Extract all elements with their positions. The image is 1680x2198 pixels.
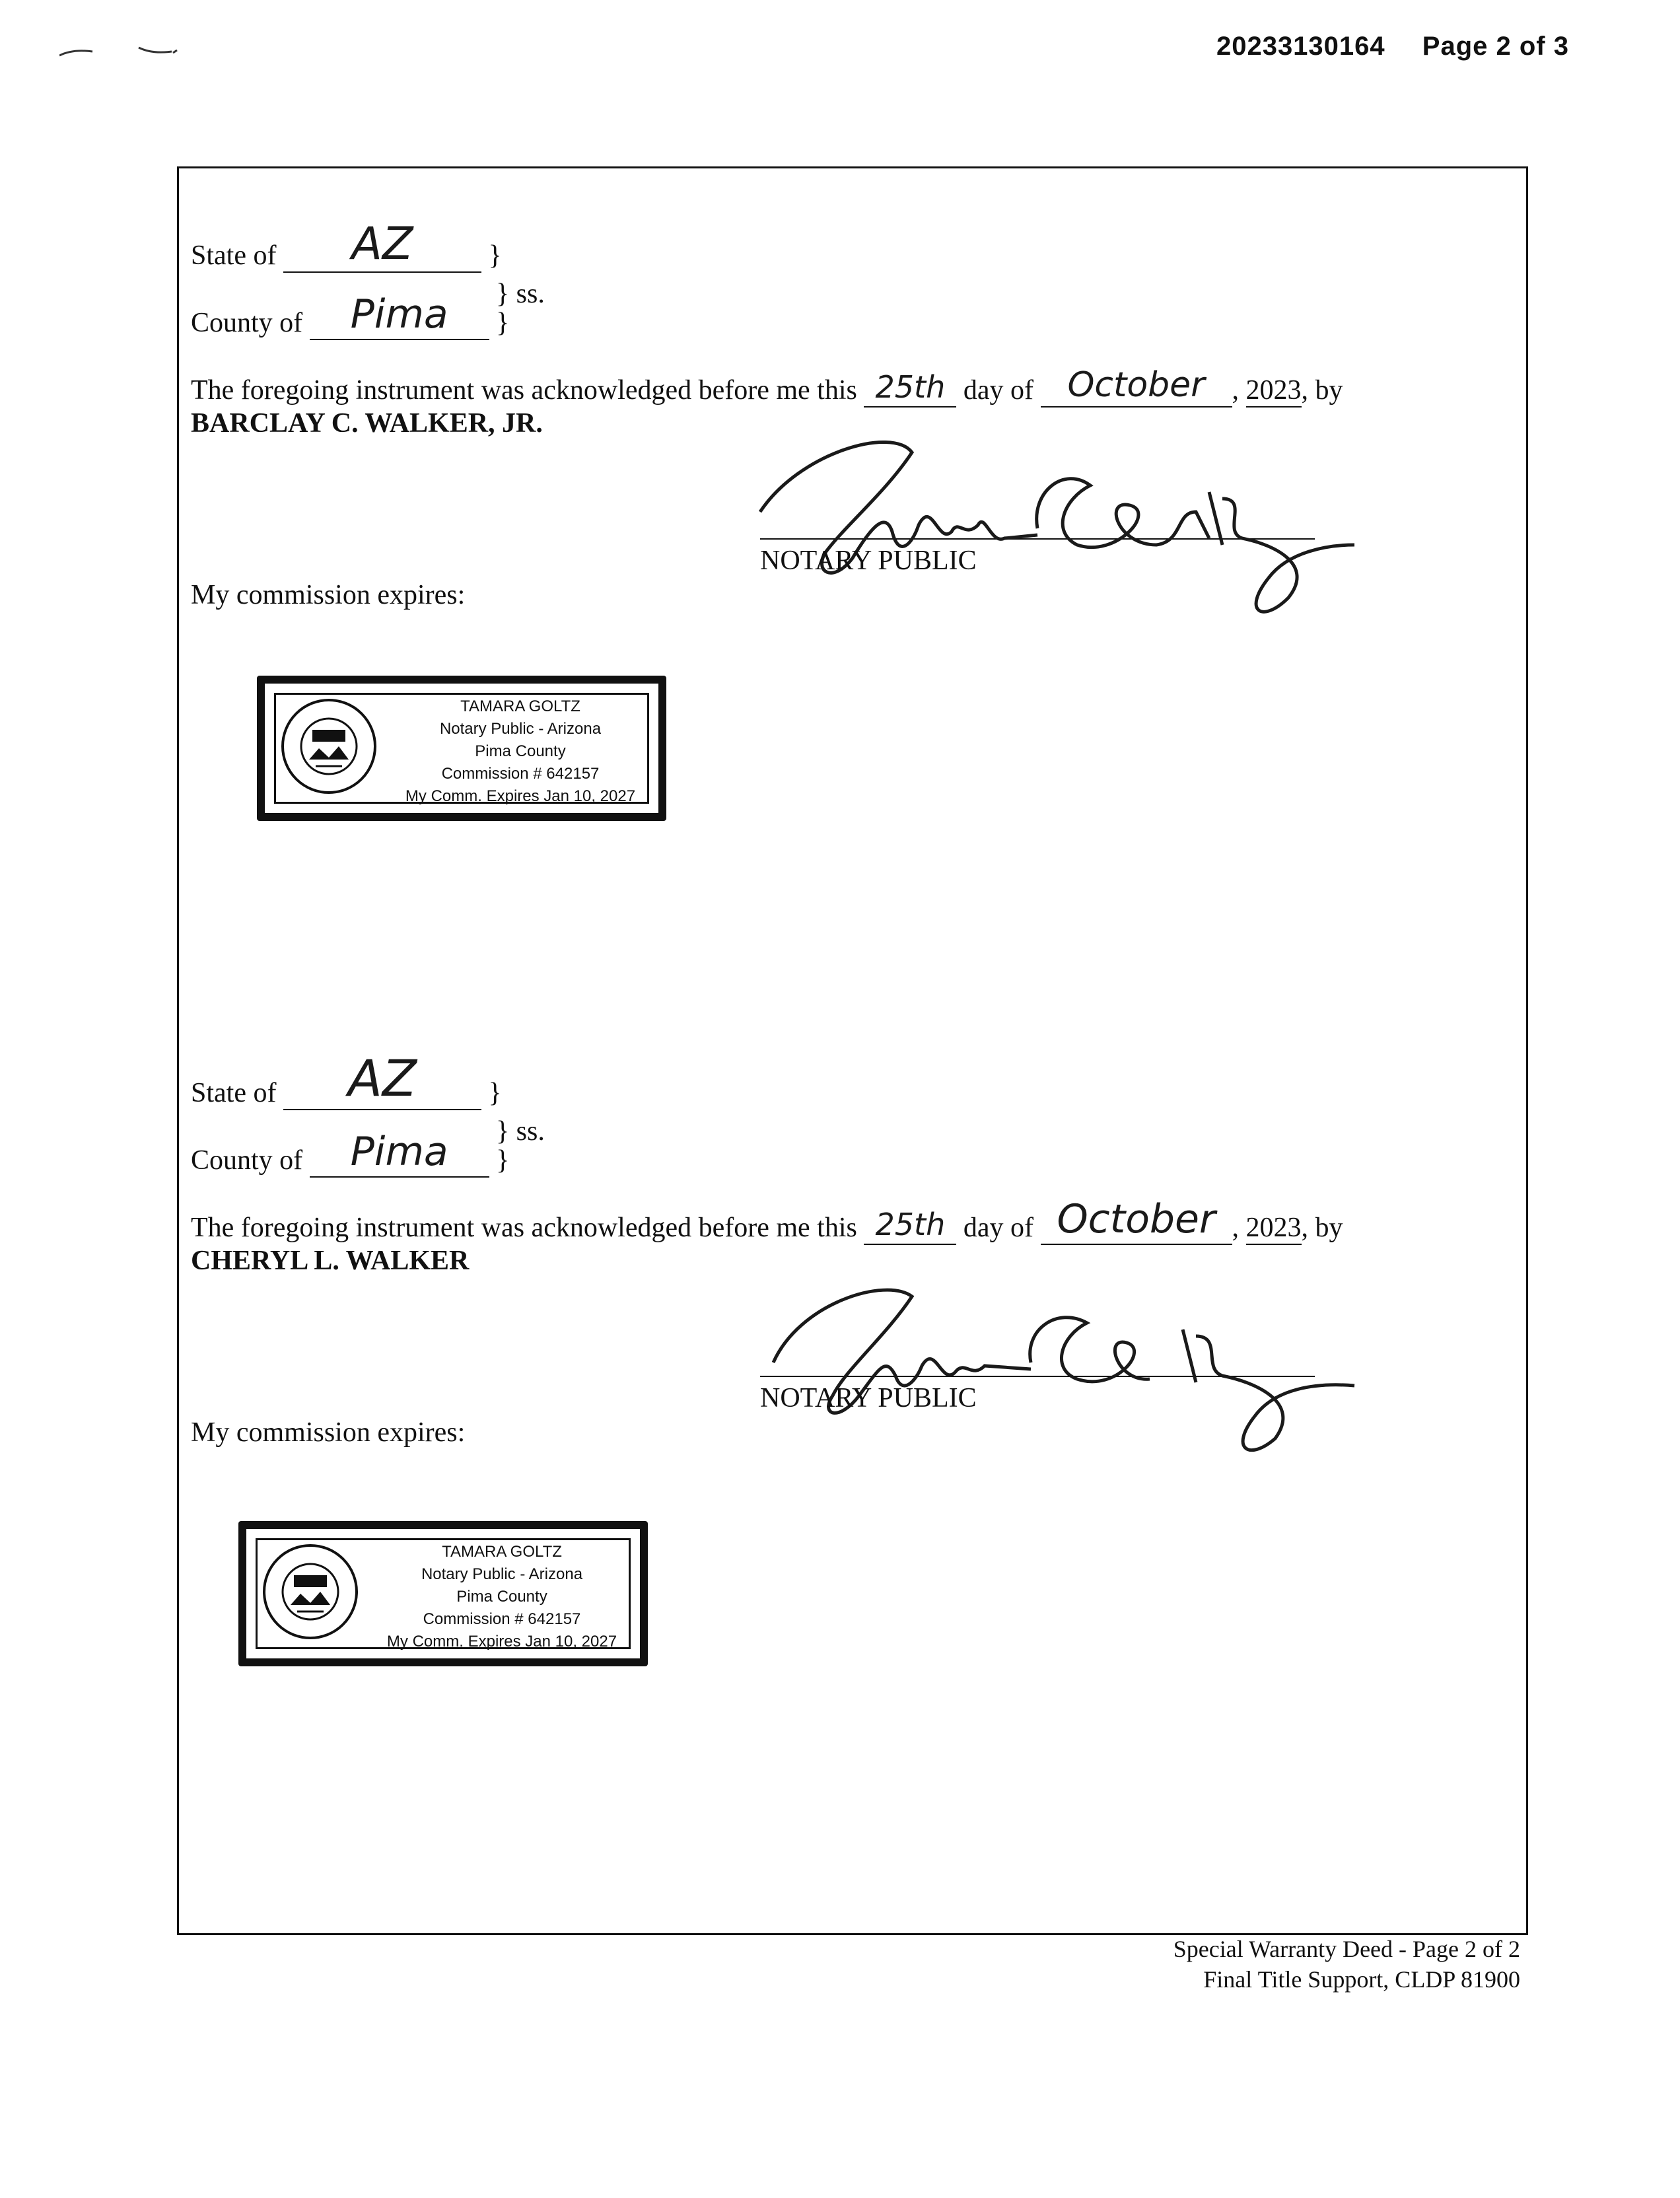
stamp-text [389,695,652,808]
stamp-text [370,1541,633,1653]
county-handwritten: Pima [350,1129,448,1175]
year: 2023 [1246,1212,1302,1245]
month-field [1041,1196,1232,1245]
notary-stamp [238,1521,648,1666]
notary-stamp [257,676,666,821]
state-handwritten: AZ [351,218,413,270]
footer-document-title: Special Warranty Deed - Page 2 of 2 [1173,1936,1520,1962]
state-line: State of AZ } [191,240,502,273]
commission-expires-label: My commission expires: [191,1417,466,1448]
stamp-county: Pima County [456,1588,547,1606]
month-handwritten: October [1057,1196,1216,1242]
notary-public-label: NOTARY PUBLIC [760,1383,977,1413]
page-number: Page 2 of 3 [1422,32,1569,61]
state-line: State of AZ } [191,1077,502,1110]
ss-label: } ss. [496,279,545,309]
acknowledgment-sentence: The foregoing instrument was acknowledged before me this 25th day of October , 2023, by [191,374,1343,408]
stamp-county: Pima County [475,742,566,760]
stamp-name: TAMARA GOLTZ [460,697,580,715]
commission-expires-label: My commission expires: [191,580,466,610]
month-field [1041,365,1232,408]
acknowledgment-block-1 [179,168,1526,961]
county-line: County of Pima } [191,1145,509,1178]
document-number: 20233130164 [1216,32,1385,61]
year: 2023 [1246,374,1302,408]
stamp-name: TAMARA GOLTZ [442,1543,562,1561]
day-handwritten: 25th [875,1207,946,1242]
document-frame [177,166,1528,1935]
county-handwritten: Pima [350,291,448,337]
page-header [1216,32,1569,61]
stamp-commission: Commission # 642157 [441,765,600,783]
day-field [864,1207,956,1245]
notary-public-label: NOTARY PUBLIC [760,546,977,576]
stamp-expires: My Comm. Expires Jan 10, 2027 [405,787,636,805]
ss-label: } ss. [496,1116,545,1147]
signer-name: CHERYL L. WALKER [191,1246,470,1276]
state-handwritten: AZ [347,1049,417,1108]
state-seal-icon [279,697,378,796]
stamp-title: Notary Public - Arizona [421,1565,583,1583]
state-seal-icon [261,1542,360,1641]
acknowledgment-block-2 [179,1006,1526,1798]
day-handwritten: 25th [875,369,946,405]
month-handwritten: October [1067,365,1205,405]
day-field [864,369,956,408]
page-footer [1173,1934,1520,1995]
stamp-commission: Commission # 642157 [423,1610,581,1628]
scan-artifact-marks [59,40,218,66]
notary-signature [720,413,1368,624]
notary-signature [720,1250,1368,1462]
county-line: County of Pima } [191,307,509,340]
stamp-expires: My Comm. Expires Jan 10, 2027 [386,1633,617,1650]
stamp-title: Notary Public - Arizona [439,720,602,738]
footer-order-ref: Final Title Support, CLDP 81900 [1203,1966,1520,1993]
acknowledgment-sentence: The foregoing instrument was acknowledged before me this 25th day of October , 2023, by [191,1212,1343,1245]
signer-name: BARCLAY C. WALKER, JR. [191,408,543,439]
